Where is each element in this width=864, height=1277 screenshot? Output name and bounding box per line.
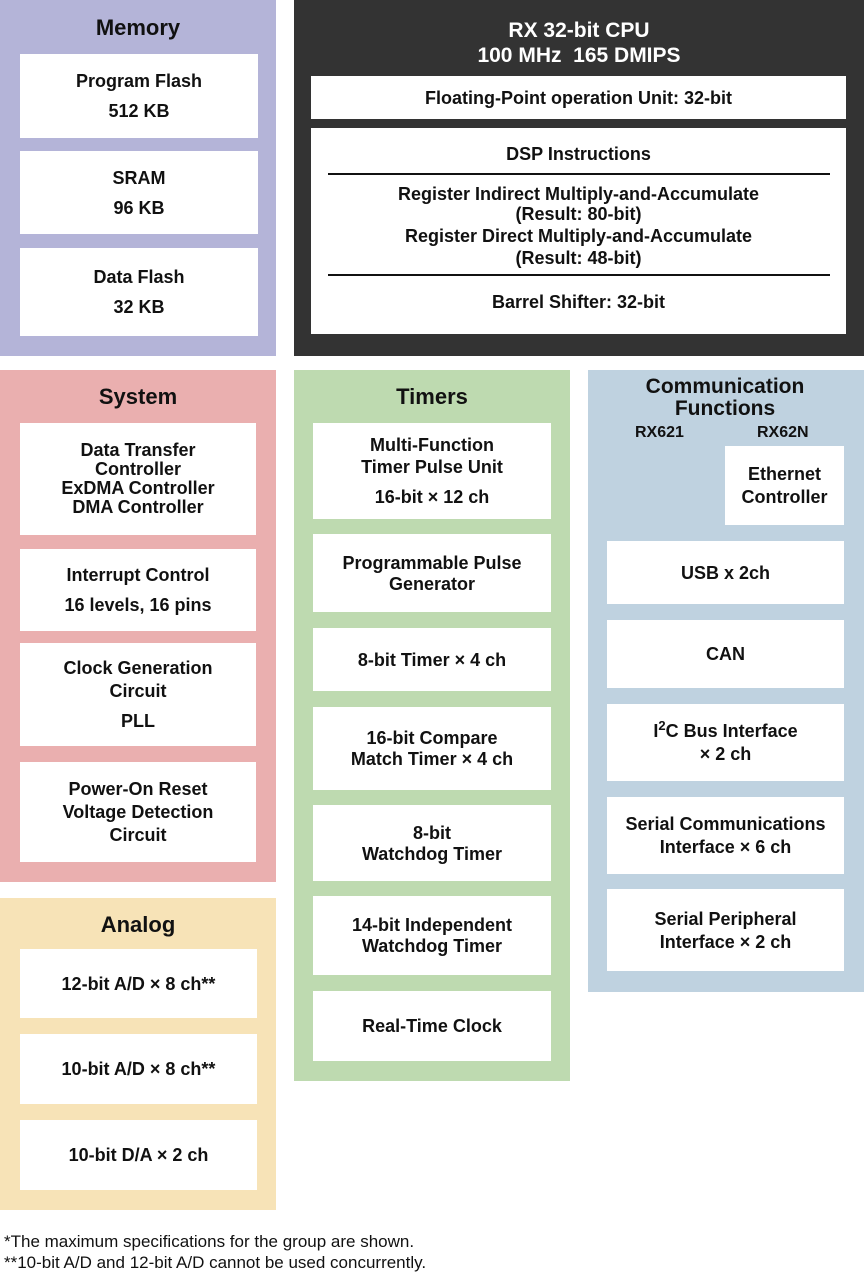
dac-block: [20, 1120, 257, 1190]
i2c-line-2: × 2 ch: [699, 744, 752, 764]
cmt-line-2: Match Timer × 4 ch: [350, 749, 514, 769]
cmt-block: [313, 707, 551, 790]
spi-block: [607, 889, 844, 971]
i2c-block: [607, 704, 844, 781]
clock-line-3: PLL: [121, 711, 155, 731]
mtu-block: [313, 423, 551, 519]
dsp-block: [311, 128, 846, 334]
power-line-3: Circuit: [109, 825, 167, 845]
program-flash-block: [20, 54, 258, 138]
footnote-1: *The maximum specifications for the group are shown.: [4, 1232, 415, 1251]
ethernet-line-1: Ethernet: [747, 464, 821, 484]
comm-title-line2: Functions: [674, 397, 776, 420]
dsp-divider-bottom: [328, 274, 830, 276]
data-flash-label: Data Flash: [93, 267, 185, 287]
ppg-block: [313, 534, 551, 612]
data-flash-block: [20, 248, 258, 336]
spi-line-1: Serial Peripheral: [654, 908, 797, 929]
fpu-block: [311, 76, 846, 119]
adc12-label: 12-bit A/D × 8 ch**: [61, 973, 216, 994]
adc10-block: [20, 1034, 257, 1104]
label-rx62n: RX62N: [757, 424, 809, 441]
timers-group: [294, 370, 570, 1081]
wdt-line-2: Watchdog Timer: [361, 843, 502, 864]
mtu-line-3: 16-bit × 12 ch: [374, 487, 490, 507]
sci-line-1: Serial Communications: [625, 814, 826, 834]
mtu-line-1: Multi-Function: [370, 435, 494, 455]
rtc-label: Real-Time Clock: [362, 1016, 502, 1036]
system-title: System: [98, 384, 178, 409]
spi-line-2: Interface × 2 ch: [659, 931, 792, 952]
ethernet-block: [725, 446, 844, 525]
dsp-line-1: Register Indirect Multiply-and-Accumulate: [397, 184, 760, 204]
program-flash-size: 512 KB: [108, 101, 170, 121]
clock-block: [20, 643, 256, 746]
i2c-suffix: C Bus Interface: [665, 721, 798, 741]
wdt-line-1: 8-bit: [413, 822, 451, 843]
power-line-1: Power-On Reset: [68, 779, 208, 799]
dsp-line-4: (Result: 48-bit): [515, 248, 642, 268]
dsp-title: DSP Instructions: [506, 144, 651, 164]
iwdt-line-2: Watchdog Timer: [361, 936, 502, 956]
dtc-line-2: Controller: [94, 459, 181, 479]
dtc-line-3: ExDMA Controller: [61, 478, 215, 498]
sci-block: [607, 797, 844, 874]
mtu-line-2: Timer Pulse Unit: [361, 457, 503, 477]
can-label: CAN: [706, 644, 745, 664]
comm-title-line1: Communication: [645, 375, 805, 398]
cmt-line-1: 16-bit Compare: [366, 728, 498, 748]
sram-label: SRAM: [112, 167, 166, 188]
sram-size: 96 KB: [113, 197, 165, 218]
cpu-title-line2: 100 MHz 165 DMIPS: [477, 44, 681, 67]
i2c-superscript: 2: [658, 718, 666, 733]
can-block: [607, 620, 844, 688]
cpu-title-line1: RX 32-bit CPU: [508, 19, 650, 42]
usb-block: [607, 541, 844, 604]
usb-label: USB x 2ch: [680, 562, 771, 583]
sci-line-2: Interface × 6 ch: [659, 837, 792, 857]
iwdt-block: [313, 896, 551, 975]
interrupt-line-2: 16 levels, 16 pins: [64, 595, 212, 615]
dsp-line-3: Register Direct Multiply-and-Accumulate: [404, 226, 753, 246]
adc12-block: [20, 949, 257, 1018]
label-rx621: RX621: [635, 424, 684, 441]
memory-title: Memory: [95, 15, 181, 40]
barrel-shifter-label: Barrel Shifter: 32-bit: [491, 292, 666, 312]
footnote-2: **10-bit A/D and 12-bit A/D cannot be used concurrently.: [4, 1253, 427, 1272]
clock-line-2: Circuit: [109, 681, 167, 701]
comm-group: [588, 370, 864, 992]
wdt-block: [313, 805, 551, 881]
dtc-line-4: DMA Controller: [72, 497, 204, 517]
tmr-block: [313, 628, 551, 691]
dsp-divider-top: [328, 173, 830, 175]
power-line-2: Voltage Detection: [62, 802, 214, 822]
adc10-label: 10-bit A/D × 8 ch**: [61, 1059, 216, 1079]
timers-title: Timers: [396, 384, 468, 409]
i2c-line-1: [653, 718, 798, 741]
ppg-line-2: Generator: [388, 573, 476, 594]
analog-group: [0, 898, 276, 1210]
dsp-line-2: (Result: 80-bit): [515, 204, 642, 224]
program-flash-label: Program Flash: [75, 71, 203, 91]
sram-block: [20, 151, 258, 234]
fpu-label: Floating-Point operation Unit: 32-bit: [425, 87, 732, 108]
dtc-line-1: Data Transfer: [80, 440, 196, 460]
cpu-group: [294, 0, 864, 356]
ppg-line-1: Programmable Pulse: [342, 552, 522, 573]
rtc-block: [313, 991, 551, 1061]
interrupt-line-1: Interrupt Control: [66, 565, 210, 585]
i2c-prefix: I: [653, 721, 659, 741]
analog-title: Analog: [100, 912, 176, 937]
dtc-block: [20, 423, 256, 535]
power-block: [20, 762, 256, 862]
memory-group: [0, 0, 276, 356]
ethernet-line-2: Controller: [741, 487, 828, 507]
data-flash-size: 32 KB: [113, 297, 165, 317]
tmr-label: 8-bit Timer × 4 ch: [357, 649, 507, 670]
interrupt-block: [20, 549, 256, 631]
iwdt-line-1: 14-bit Independent: [351, 915, 512, 935]
dac-label: 10-bit D/A × 2 ch: [68, 1145, 209, 1165]
clock-line-1: Clock Generation: [63, 658, 213, 678]
system-group: [0, 370, 276, 882]
